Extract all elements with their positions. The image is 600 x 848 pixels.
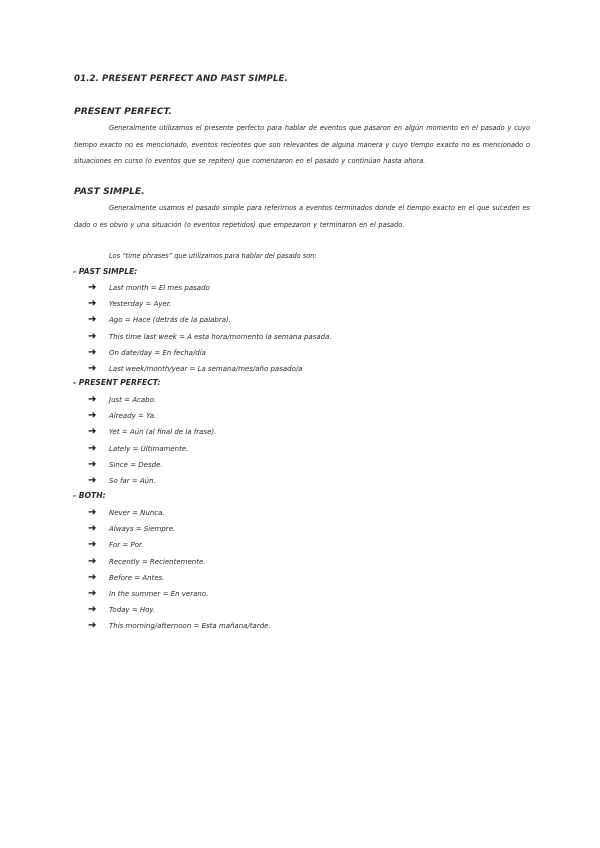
arrow-right-icon: ➔ bbox=[88, 539, 97, 551]
list-item: ➔ This time last week = A esta hora/momento la semana pasada. bbox=[88, 330, 332, 342]
list-item: ➔ Yet = Aún (al final de la frase). bbox=[88, 426, 217, 438]
arrow-right-icon: ➔ bbox=[88, 426, 97, 438]
list-item: ➔ Just = Acabo. bbox=[88, 394, 157, 406]
list-item: ➔ Already = Ya. bbox=[88, 410, 157, 422]
list-item: ➔ Yesterday = Ayer. bbox=[88, 298, 172, 310]
arrow-right-icon: ➔ bbox=[88, 282, 97, 294]
arrow-right-icon: ➔ bbox=[88, 394, 97, 406]
arrow-right-icon: ➔ bbox=[88, 410, 97, 422]
arrow-right-icon: ➔ bbox=[88, 298, 97, 310]
list-item: ➔ This morning/afternoon = Esta mañana/tarde. bbox=[88, 620, 271, 632]
arrow-right-icon: ➔ bbox=[88, 363, 97, 375]
arrow-right-icon: ➔ bbox=[88, 330, 97, 342]
list-item: ➔ Never = Nunca. bbox=[88, 507, 165, 519]
arrow-right-icon: ➔ bbox=[88, 620, 97, 632]
past-simple-heading: PAST SIMPLE. bbox=[74, 186, 145, 197]
arrow-right-icon: ➔ bbox=[88, 442, 97, 454]
list-item: ➔ For = Por. bbox=[88, 539, 144, 551]
list-item: ➔ In the summer = En verano. bbox=[88, 588, 209, 600]
present-perfect-list bbox=[88, 392, 216, 489]
arrow-right-icon: ➔ bbox=[88, 507, 97, 519]
arrow-right-icon: ➔ bbox=[88, 588, 97, 600]
arrow-right-icon: ➔ bbox=[88, 571, 97, 583]
arrow-right-icon: ➔ bbox=[88, 523, 97, 535]
both-list bbox=[88, 505, 271, 635]
arrow-right-icon: ➔ bbox=[88, 475, 97, 487]
list-item: ➔ Today = Hoy. bbox=[88, 604, 156, 616]
present-perfect-group-label: - PRESENT PERFECT: bbox=[73, 378, 161, 387]
list-item: ➔ Since = Desde. bbox=[88, 458, 163, 470]
present-perfect-paragraph: Generalmente utilizamos el presente perfecto para hablar de eventos que pasaron en algún momento en el pasado y cuyo tiempo exacto no es mencionado, eventos recientes que son relevantes de alguna manera y cuyo tiempo exacto no es mencionado o situaciones en curso (o eventos que se repiten) que comenzaron en el pasado y continúan hasta ahora. bbox=[74, 124, 530, 165]
arrow-right-icon: ➔ bbox=[88, 346, 97, 358]
list-item: ➔ So far = Aún. bbox=[88, 475, 156, 487]
arrow-right-icon: ➔ bbox=[88, 314, 97, 326]
arrow-right-icon: ➔ bbox=[88, 555, 97, 567]
list-item: ➔ Always = Siempre. bbox=[88, 523, 176, 535]
list-item: ➔ Lately = Últimamente. bbox=[88, 442, 189, 454]
document-title: 01.2. PRESENT PERFECT AND PAST SIMPLE. bbox=[74, 74, 288, 84]
list-item: ➔ Before = Antes. bbox=[88, 571, 165, 583]
time-phrases-intro: Los “time phrases” que utilizamos para hablar del pasado son: bbox=[109, 252, 317, 260]
list-item: ➔ Last month = El mes pasado bbox=[88, 282, 210, 294]
present-perfect-heading: PRESENT PERFECT. bbox=[74, 106, 172, 117]
list-item: ➔ Ago = Hace (detrás de la palabra). bbox=[88, 314, 231, 326]
list-item: ➔ On date/day = En fecha/día bbox=[88, 346, 206, 358]
list-item: ➔ Recently = Recientemente. bbox=[88, 555, 206, 567]
past-simple-group-label: - PAST SIMPLE: bbox=[73, 267, 138, 276]
list-item: ➔ Last week/month/year = La semana/mes/año pasado/a bbox=[88, 363, 303, 375]
both-group-label: - BOTH: bbox=[73, 491, 106, 500]
past-simple-paragraph: Generalmente usamos el pasado simple para referirnos a eventos terminados donde el tiempo exacto en el que suceden es dado o es obvio y una situación (o eventos repetidos) que empezaron y terminaron en el pasado. bbox=[74, 204, 530, 229]
past-simple-list bbox=[88, 280, 332, 377]
arrow-right-icon: ➔ bbox=[88, 458, 97, 470]
arrow-right-icon: ➔ bbox=[88, 604, 97, 616]
